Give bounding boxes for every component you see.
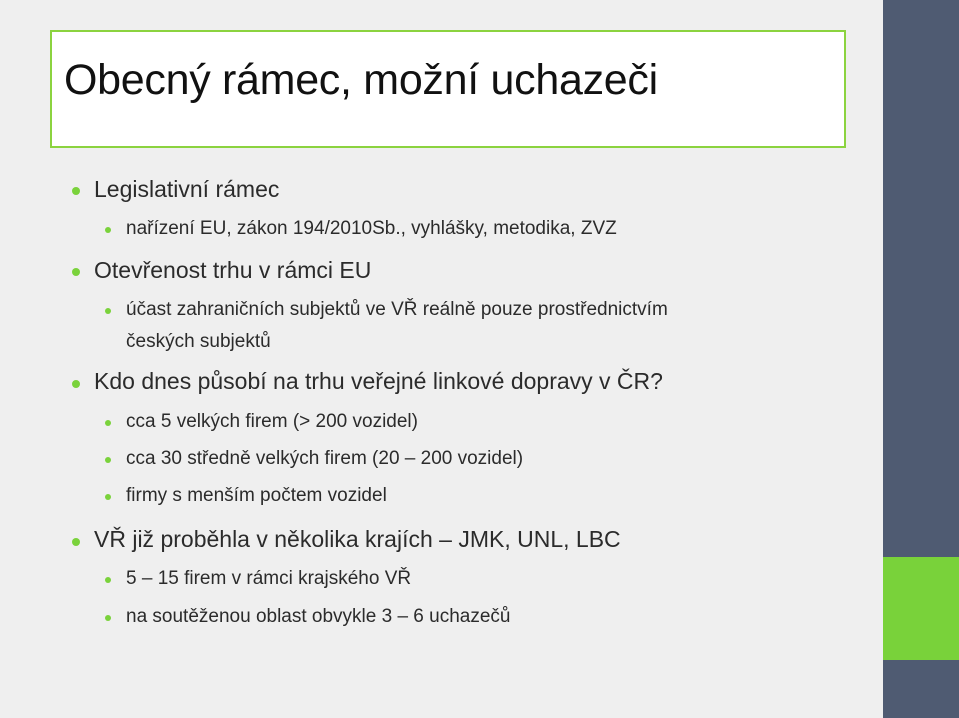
list-item-level2: cca 30 středně velkých firem (20 – 200 vozidel) [126, 448, 524, 469]
bullet-icon [105, 308, 111, 314]
bullet-icon [72, 380, 80, 388]
bullet-icon [105, 615, 111, 621]
list-item-level2: cca 5 velkých firem (> 200 vozidel) [126, 411, 418, 432]
sidebar-top-block [883, 0, 959, 557]
list-item-level2: na soutěženou oblast obvykle 3 – 6 uchazečů [126, 606, 511, 627]
bullet-icon [105, 420, 111, 426]
list-item-level2-continuation: českých subjektů [126, 331, 271, 352]
bullet-icon [72, 538, 80, 546]
list-item-level2: firmy s menším počtem vozidel [126, 485, 387, 506]
bullet-icon [72, 268, 80, 276]
list-item-level1: VŘ již proběhla v několika krajích – JMK, UNL, LBC [94, 526, 621, 552]
list-item-level1: Kdo dnes působí na trhu veřejné linkové dopravy v ČR? [94, 368, 663, 394]
bullet-icon [72, 187, 80, 195]
slide-title: Obecný rámec, možní uchazeči [64, 56, 658, 104]
list-item-level2: účast zahraničních subjektů ve VŘ reálně pouze prostřednictvím [126, 299, 668, 320]
list-item-level2: nařízení EU, zákon 194/2010Sb., vyhlášky, metodika, ZVZ [126, 218, 617, 239]
bullet-icon [105, 227, 111, 233]
list-item-level2: 5 – 15 firem v rámci krajského VŘ [126, 568, 412, 589]
sidebar-accent-block [883, 557, 959, 660]
list-item-level1: Otevřenost trhu v rámci EU [94, 257, 372, 283]
bullet-icon [105, 494, 111, 500]
title-box [50, 30, 846, 148]
list-item-level1: Legislativní rámec [94, 176, 280, 202]
bullet-icon [105, 457, 111, 463]
sidebar-decoration [883, 0, 959, 718]
bullet-icon [105, 577, 111, 583]
sidebar-bottom-block [883, 660, 959, 718]
